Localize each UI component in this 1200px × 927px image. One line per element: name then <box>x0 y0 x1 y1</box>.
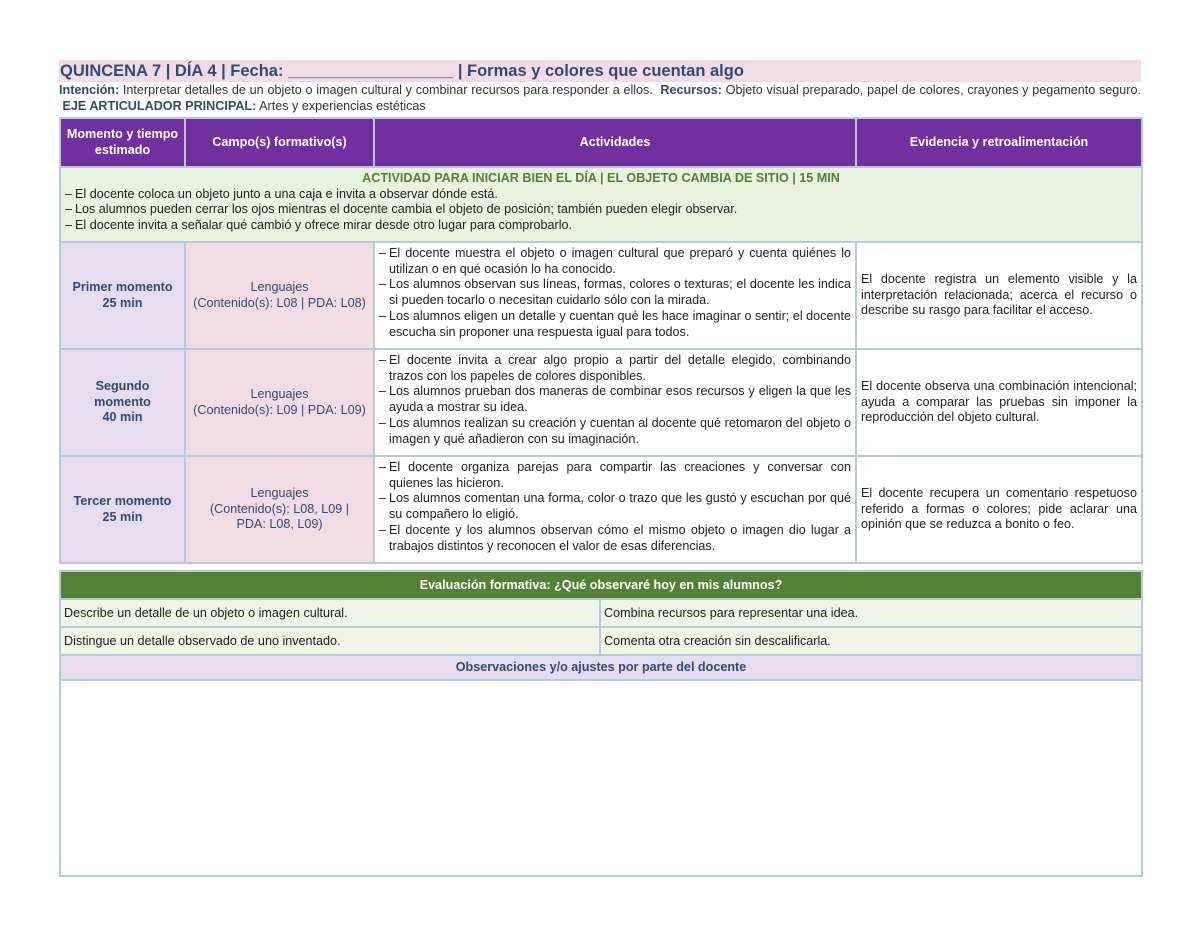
page-title: QUINCENA 7 | DÍA 4 | Fecha: __________________ | Formas y colores que cuentan algo <box>60 62 744 80</box>
recursos-text: Objeto visual preparado, papel de colores, crayones y pegamento seguro. <box>725 83 1141 97</box>
header-momento: Momento y tiempo estimado <box>60 118 185 167</box>
moment-row <box>60 456 1142 563</box>
activity-item: – Los alumnos prueban dos maneras de combinar esos recursos y eligen la que les ayuda a mostrar su idea. <box>379 384 851 415</box>
header-campo: Campo(s) formativo(s) <box>185 118 374 167</box>
activity-item: – Los alumnos observan sus líneas, formas, colores o texturas; el docente les indica si pueden tocarlo o necesitan cuidarlo sólo con la mirada. <box>379 277 851 308</box>
header-actividades: Actividades <box>374 118 856 167</box>
activity-item: – El docente y los alumnos observan cómo el mismo objeto o imagen dio lugar a trabajos distintos y reconocen el valor de esas diferencias. <box>379 522 851 553</box>
field-cell: Lenguajes (Contenido(s): L08, L09 | PDA: L08, L09) <box>185 456 374 563</box>
lesson-plan-page <box>59 60 1141 877</box>
activity-item: – El docente organiza parejas para compartir las creaciones y conversar con quienes las hicieron. <box>379 460 851 490</box>
moment-row <box>60 242 1142 349</box>
field-cell: Lenguajes (Contenido(s): L09 | PDA: L09) <box>185 349 374 456</box>
opening-activity-row <box>60 167 1142 242</box>
field-cell: Lenguajes (Contenido(s): L08 | PDA: L08) <box>185 242 374 349</box>
activity-item: – Los alumnos eligen un detalle y cuentan qué les hace imaginar o sentir; el docente escucha sin proponer una respuesta igual para todos. <box>379 308 851 339</box>
activities-cell <box>374 242 856 349</box>
recursos-label: Recursos: <box>660 83 722 97</box>
evaluation-criterion: Distingue un detalle observado de uno inventado. <box>60 627 600 655</box>
eje-label: EJE ARTICULADOR PRINCIPAL: <box>62 99 257 113</box>
moment-cell: Tercer momento 25 min <box>60 456 185 563</box>
intro-paragraph <box>59 82 1141 114</box>
activities-cell <box>374 349 856 456</box>
moment-cell: Segundo momento 40 min <box>60 349 185 456</box>
intencion-text: Interpretar detalles de un objeto o imagen cultural y combinar recursos para responder a ellos. <box>122 83 653 97</box>
header-evidencia: Evidencia y retroalimentación <box>856 118 1142 167</box>
activities-cell <box>374 456 856 563</box>
evaluation-criterion: Describe un detalle de un objeto o imagen cultural. <box>60 599 600 627</box>
opening-item: – Los alumnos pueden cerrar los ojos mientras el docente cambia el objeto de posición; también pueden elegir observar. <box>65 202 738 217</box>
activity-item: – Los alumnos comentan una forma, color o trazo que les gustó y escuchan por qué su compañero lo eligió. <box>379 491 851 522</box>
activity-item: – El docente invita a crear algo propio a partir del detalle elegido, combinando trazos con los papeles de colores disponibles. <box>379 353 851 383</box>
evaluation-table <box>59 570 1143 877</box>
evaluation-criterion: Comenta otra creación sin descalificarla. <box>600 627 1142 655</box>
title-bar <box>59 60 1141 82</box>
evidence-cell: El docente recupera un comentario respetuoso referido a formas o colores; pide aclarar una opinión que se reduzca a bonito o feo. <box>856 456 1142 563</box>
observations-title: Observaciones y/o ajustes por parte del docente <box>60 655 1142 680</box>
evaluation-criterion: Combina recursos para representar una idea. <box>600 599 1142 627</box>
evidence-cell: El docente registra un elemento visible y la interpretación relacionada; acerca el recurso o describe su rasgo para facilitar el acceso. <box>856 242 1142 349</box>
opening-item: – El docente invita a señalar qué cambió y ofrece mirar desde otro lugar para comprobarlo. <box>65 218 573 233</box>
observations-area[interactable] <box>60 680 1142 876</box>
plan-header-row <box>60 118 1142 167</box>
moment-row <box>60 349 1142 456</box>
evidence-cell: El docente observa una combinación intencional; ayuda a comparar las pruebas sin imponer la reproducción del objeto cultural. <box>856 349 1142 456</box>
activity-item: – El docente muestra el objeto o imagen cultural que preparó y cuenta quiénes lo utilizan o en qué ocasión lo ha conocido. <box>379 246 851 276</box>
eje-text: Artes y experiencias estéticas <box>259 99 426 113</box>
activity-item: – Los alumnos realizan su creación y cuentan al docente qué retomaron del objeto o imagen y qué añadieron con su imaginación. <box>379 415 851 446</box>
plan-table <box>59 117 1143 564</box>
opening-activity-title: ACTIVIDAD PARA INICIAR BIEN EL DÍA | EL OBJETO CAMBIA DE SITIO | 15 MIN <box>362 171 840 185</box>
moment-cell: Primer momento 25 min <box>60 242 185 349</box>
opening-item: – El docente coloca un objeto junto a una caja e invita a observar dónde está. <box>65 186 498 201</box>
intencion-label: Intención: <box>59 83 120 97</box>
evaluation-title: Evaluación formativa: ¿Qué observaré hoy en mis alumnos? <box>60 571 1142 599</box>
opening-activity-cell <box>60 167 1142 242</box>
